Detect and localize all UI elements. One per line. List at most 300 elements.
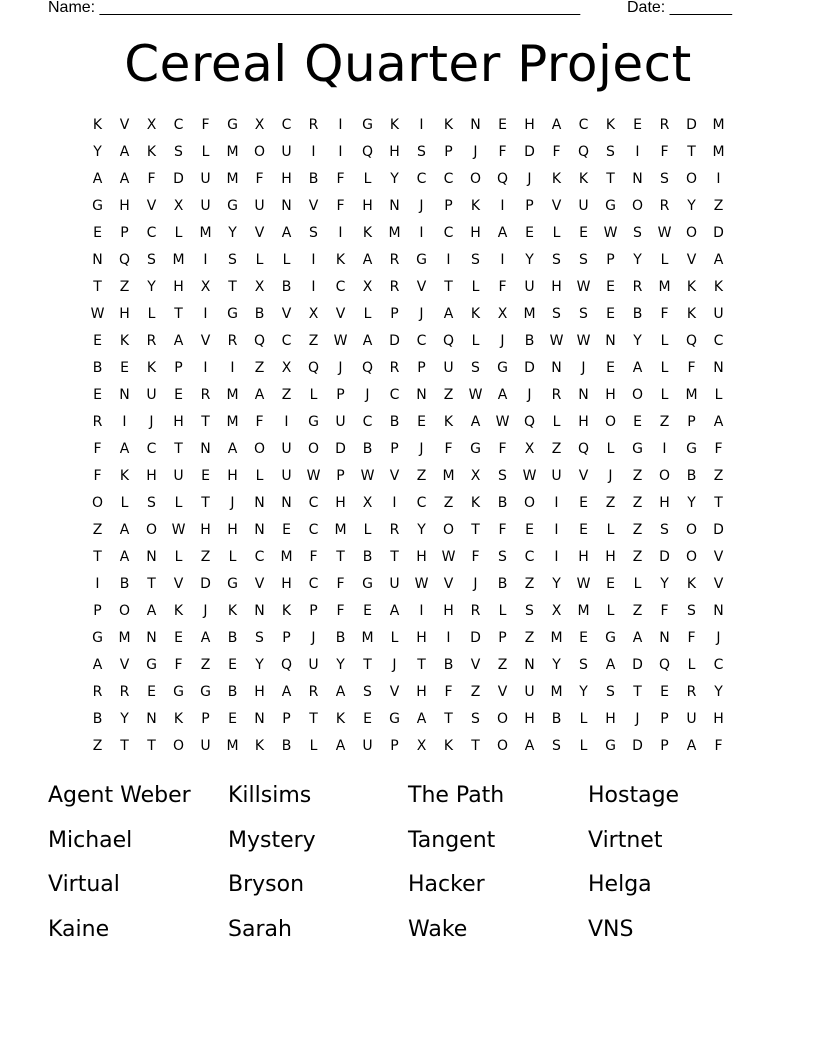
- grid-letter[interactable]: G: [227, 306, 238, 322]
- grid-letter[interactable]: R: [686, 684, 697, 700]
- grid-letter[interactable]: N: [578, 387, 589, 403]
- grid-letter[interactable]: L: [309, 387, 318, 403]
- grid-letter[interactable]: I: [716, 171, 721, 187]
- grid-letter[interactable]: I: [554, 522, 559, 538]
- grid-letter[interactable]: K: [443, 738, 454, 754]
- grid-letter[interactable]: D: [632, 738, 643, 754]
- grid-letter[interactable]: U: [551, 468, 562, 484]
- grid-letter[interactable]: D: [659, 549, 670, 565]
- grid-letter[interactable]: S: [471, 252, 480, 268]
- grid-letter[interactable]: Z: [632, 468, 643, 484]
- grid-letter[interactable]: Y: [552, 657, 561, 673]
- grid-letter[interactable]: S: [498, 468, 507, 484]
- grid-letter[interactable]: I: [554, 549, 559, 565]
- grid-letter[interactable]: P: [444, 198, 453, 214]
- grid-letter[interactable]: Z: [632, 549, 643, 565]
- grid-letter[interactable]: Q: [577, 144, 590, 160]
- grid-letter[interactable]: Y: [552, 576, 561, 592]
- grid-letter[interactable]: I: [284, 414, 289, 430]
- grid-letter[interactable]: L: [660, 360, 669, 376]
- grid-letter[interactable]: W: [441, 549, 456, 565]
- grid-letter[interactable]: V: [470, 657, 481, 673]
- grid-letter[interactable]: B: [281, 279, 292, 295]
- grid-letter[interactable]: J: [527, 387, 532, 403]
- grid-letter[interactable]: S: [471, 711, 480, 727]
- grid-letter[interactable]: Z: [632, 603, 643, 619]
- grid-letter[interactable]: A: [389, 603, 400, 619]
- grid-letter[interactable]: Y: [93, 144, 102, 160]
- name-field[interactable]: Name: ______________________________________________________: [48, 0, 581, 16]
- grid-letter[interactable]: F: [444, 684, 453, 700]
- grid-letter[interactable]: Y: [255, 657, 264, 673]
- grid-letter[interactable]: H: [713, 711, 724, 727]
- grid-letter[interactable]: H: [281, 171, 292, 187]
- grid-letter[interactable]: G: [92, 630, 103, 646]
- grid-letter[interactable]: F: [471, 549, 480, 565]
- grid-letter[interactable]: L: [552, 225, 561, 241]
- grid-letter[interactable]: J: [473, 144, 478, 160]
- grid-letter[interactable]: G: [173, 684, 184, 700]
- grid-letter[interactable]: D: [713, 225, 724, 241]
- grid-letter[interactable]: O: [118, 603, 131, 619]
- grid-letter[interactable]: K: [578, 171, 589, 187]
- grid-letter[interactable]: G: [497, 360, 508, 376]
- grid-letter[interactable]: A: [443, 306, 454, 322]
- grid-letter[interactable]: S: [606, 684, 615, 700]
- grid-letter[interactable]: V: [389, 468, 400, 484]
- grid-letter[interactable]: P: [174, 360, 183, 376]
- grid-letter[interactable]: W: [576, 333, 591, 349]
- grid-letter[interactable]: Q: [280, 657, 293, 673]
- grid-letter[interactable]: P: [390, 441, 399, 457]
- grid-letter[interactable]: R: [389, 360, 400, 376]
- grid-letter[interactable]: M: [388, 225, 401, 241]
- grid-letter[interactable]: B: [524, 333, 535, 349]
- grid-letter[interactable]: A: [524, 738, 535, 754]
- grid-letter[interactable]: Q: [361, 360, 374, 376]
- grid-letter[interactable]: L: [282, 252, 291, 268]
- grid-letter[interactable]: F: [201, 117, 210, 133]
- grid-letter[interactable]: D: [173, 171, 184, 187]
- grid-letter[interactable]: B: [92, 711, 103, 727]
- grid-letter[interactable]: E: [93, 387, 102, 403]
- grid-letter[interactable]: S: [498, 549, 507, 565]
- grid-letter[interactable]: I: [203, 306, 208, 322]
- grid-letter[interactable]: I: [203, 252, 208, 268]
- grid-letter[interactable]: F: [336, 603, 345, 619]
- grid-letter[interactable]: T: [471, 522, 480, 538]
- grid-letter[interactable]: A: [632, 360, 643, 376]
- grid-letter[interactable]: N: [92, 252, 103, 268]
- grid-letter[interactable]: Z: [632, 522, 643, 538]
- grid-letter[interactable]: C: [362, 414, 373, 430]
- grid-letter[interactable]: V: [713, 576, 724, 592]
- grid-letter[interactable]: F: [255, 171, 264, 187]
- grid-letter[interactable]: R: [92, 684, 103, 700]
- grid-letter[interactable]: U: [686, 711, 697, 727]
- grid-letter[interactable]: F: [552, 144, 561, 160]
- grid-letter[interactable]: L: [174, 495, 183, 511]
- grid-letter[interactable]: K: [686, 306, 697, 322]
- grid-letter[interactable]: U: [713, 306, 724, 322]
- grid-letter[interactable]: W: [495, 414, 510, 430]
- grid-letter[interactable]: W: [576, 279, 591, 295]
- grid-letter[interactable]: K: [443, 117, 454, 133]
- grid-letter[interactable]: M: [280, 549, 293, 565]
- grid-letter[interactable]: L: [606, 441, 615, 457]
- grid-letter[interactable]: K: [92, 117, 103, 133]
- grid-letter[interactable]: S: [552, 306, 561, 322]
- grid-letter[interactable]: A: [119, 144, 130, 160]
- grid-letter[interactable]: E: [174, 387, 183, 403]
- grid-letter[interactable]: K: [605, 117, 616, 133]
- grid-letter[interactable]: E: [579, 630, 588, 646]
- grid-letter[interactable]: L: [174, 549, 183, 565]
- grid-letter[interactable]: I: [446, 252, 451, 268]
- grid-letter[interactable]: B: [119, 576, 130, 592]
- grid-letter[interactable]: H: [524, 711, 535, 727]
- grid-letter[interactable]: Y: [660, 576, 669, 592]
- grid-letter[interactable]: H: [578, 414, 589, 430]
- grid-letter[interactable]: S: [363, 684, 372, 700]
- grid-letter[interactable]: L: [147, 306, 156, 322]
- grid-letter[interactable]: J: [230, 495, 235, 511]
- grid-letter[interactable]: M: [550, 684, 563, 700]
- grid-letter[interactable]: X: [281, 360, 292, 376]
- grid-letter[interactable]: T: [309, 711, 318, 727]
- grid-letter[interactable]: V: [416, 279, 427, 295]
- grid-letter[interactable]: P: [282, 711, 291, 727]
- grid-letter[interactable]: I: [446, 630, 451, 646]
- grid-letter[interactable]: V: [443, 576, 454, 592]
- grid-letter[interactable]: V: [551, 198, 562, 214]
- grid-letter[interactable]: L: [579, 738, 588, 754]
- grid-letter[interactable]: T: [201, 414, 210, 430]
- grid-letter[interactable]: I: [419, 603, 424, 619]
- grid-letter[interactable]: M: [712, 117, 725, 133]
- grid-letter[interactable]: K: [470, 306, 481, 322]
- grid-letter[interactable]: H: [470, 225, 481, 241]
- grid-letter[interactable]: Q: [442, 333, 455, 349]
- grid-letter[interactable]: I: [311, 144, 316, 160]
- grid-letter[interactable]: T: [93, 279, 102, 295]
- grid-letter[interactable]: I: [392, 495, 397, 511]
- grid-letter[interactable]: O: [685, 225, 698, 241]
- date-field[interactable]: Date: _______: [627, 0, 732, 16]
- grid-letter[interactable]: G: [92, 198, 103, 214]
- grid-letter[interactable]: M: [577, 603, 590, 619]
- grid-letter[interactable]: W: [414, 576, 429, 592]
- grid-letter[interactable]: B: [281, 738, 292, 754]
- grid-letter[interactable]: R: [200, 387, 211, 403]
- grid-letter[interactable]: P: [93, 603, 102, 619]
- grid-letter[interactable]: C: [308, 522, 319, 538]
- grid-letter[interactable]: W: [333, 333, 348, 349]
- grid-letter[interactable]: Y: [633, 252, 642, 268]
- grid-letter[interactable]: W: [576, 576, 591, 592]
- grid-letter[interactable]: F: [309, 549, 318, 565]
- grid-letter[interactable]: E: [147, 684, 156, 700]
- grid-letter[interactable]: M: [712, 144, 725, 160]
- grid-letter[interactable]: S: [228, 252, 237, 268]
- grid-letter[interactable]: X: [254, 117, 265, 133]
- grid-letter[interactable]: N: [605, 333, 616, 349]
- grid-letter[interactable]: H: [659, 495, 670, 511]
- grid-letter[interactable]: P: [309, 603, 318, 619]
- grid-letter[interactable]: K: [470, 198, 481, 214]
- grid-letter[interactable]: R: [659, 198, 670, 214]
- grid-letter[interactable]: K: [146, 360, 157, 376]
- grid-letter[interactable]: S: [174, 144, 183, 160]
- grid-letter[interactable]: M: [172, 252, 185, 268]
- grid-letter[interactable]: Y: [687, 495, 696, 511]
- grid-letter[interactable]: D: [470, 630, 481, 646]
- grid-letter[interactable]: C: [254, 549, 265, 565]
- grid-letter[interactable]: A: [335, 684, 346, 700]
- grid-letter[interactable]: V: [308, 198, 319, 214]
- grid-letter[interactable]: Y: [525, 252, 534, 268]
- grid-letter[interactable]: E: [660, 684, 669, 700]
- grid-letter[interactable]: R: [146, 333, 157, 349]
- grid-letter[interactable]: Y: [417, 522, 426, 538]
- grid-letter[interactable]: J: [419, 198, 424, 214]
- grid-letter[interactable]: O: [253, 441, 266, 457]
- grid-letter[interactable]: P: [687, 414, 696, 430]
- grid-letter[interactable]: M: [118, 630, 131, 646]
- grid-letter[interactable]: G: [416, 252, 427, 268]
- grid-letter[interactable]: J: [527, 171, 532, 187]
- grid-letter[interactable]: X: [146, 117, 157, 133]
- grid-letter[interactable]: Z: [254, 360, 265, 376]
- grid-letter[interactable]: Z: [605, 495, 616, 511]
- grid-letter[interactable]: A: [119, 522, 130, 538]
- grid-letter[interactable]: G: [605, 198, 616, 214]
- grid-letter[interactable]: J: [473, 576, 478, 592]
- grid-letter[interactable]: F: [174, 657, 183, 673]
- grid-letter[interactable]: T: [147, 576, 156, 592]
- grid-letter[interactable]: B: [497, 576, 508, 592]
- grid-letter[interactable]: W: [657, 225, 672, 241]
- grid-letter[interactable]: N: [713, 360, 724, 376]
- grid-letter[interactable]: W: [603, 225, 618, 241]
- grid-letter[interactable]: H: [605, 549, 616, 565]
- grid-letter[interactable]: T: [471, 738, 480, 754]
- grid-letter[interactable]: B: [362, 549, 373, 565]
- grid-letter[interactable]: M: [658, 279, 671, 295]
- grid-letter[interactable]: Y: [228, 225, 237, 241]
- grid-letter[interactable]: Q: [577, 441, 590, 457]
- grid-letter[interactable]: X: [470, 468, 481, 484]
- grid-letter[interactable]: Q: [361, 144, 374, 160]
- grid-letter[interactable]: P: [525, 198, 534, 214]
- grid-letter[interactable]: C: [416, 171, 427, 187]
- grid-letter[interactable]: A: [281, 225, 292, 241]
- grid-letter[interactable]: C: [443, 171, 454, 187]
- grid-letter[interactable]: N: [713, 603, 724, 619]
- grid-letter[interactable]: D: [524, 360, 535, 376]
- grid-letter[interactable]: V: [335, 306, 346, 322]
- grid-letter[interactable]: Z: [632, 495, 643, 511]
- grid-letter[interactable]: A: [92, 657, 103, 673]
- grid-letter[interactable]: A: [632, 630, 643, 646]
- grid-letter[interactable]: S: [579, 252, 588, 268]
- grid-letter[interactable]: L: [714, 387, 723, 403]
- grid-letter[interactable]: Y: [714, 684, 723, 700]
- grid-letter[interactable]: G: [227, 576, 238, 592]
- grid-letter[interactable]: R: [227, 333, 238, 349]
- grid-letter[interactable]: M: [442, 468, 455, 484]
- grid-letter[interactable]: J: [716, 630, 721, 646]
- grid-letter[interactable]: C: [146, 441, 157, 457]
- grid-letter[interactable]: K: [173, 711, 184, 727]
- grid-letter[interactable]: I: [500, 252, 505, 268]
- grid-letter[interactable]: X: [362, 495, 373, 511]
- grid-letter[interactable]: B: [227, 684, 238, 700]
- grid-letter[interactable]: L: [579, 711, 588, 727]
- grid-letter[interactable]: H: [416, 549, 427, 565]
- grid-letter[interactable]: U: [281, 468, 292, 484]
- grid-letter[interactable]: I: [203, 360, 208, 376]
- grid-letter[interactable]: O: [145, 522, 158, 538]
- grid-letter[interactable]: T: [228, 279, 237, 295]
- grid-letter[interactable]: E: [579, 225, 588, 241]
- grid-letter[interactable]: Q: [118, 252, 131, 268]
- grid-letter[interactable]: V: [146, 198, 157, 214]
- grid-letter[interactable]: W: [306, 468, 321, 484]
- grid-letter[interactable]: K: [335, 252, 346, 268]
- grid-letter[interactable]: K: [227, 603, 238, 619]
- grid-letter[interactable]: O: [172, 738, 185, 754]
- grid-letter[interactable]: T: [633, 684, 642, 700]
- grid-letter[interactable]: G: [632, 441, 643, 457]
- grid-letter[interactable]: E: [606, 306, 615, 322]
- grid-letter[interactable]: N: [470, 117, 481, 133]
- grid-letter[interactable]: Q: [658, 657, 671, 673]
- grid-letter[interactable]: Z: [200, 657, 211, 673]
- grid-letter[interactable]: F: [714, 738, 723, 754]
- grid-letter[interactable]: I: [500, 198, 505, 214]
- grid-letter[interactable]: S: [579, 306, 588, 322]
- grid-letter[interactable]: C: [146, 225, 157, 241]
- grid-letter[interactable]: N: [659, 630, 670, 646]
- grid-letter[interactable]: A: [713, 414, 724, 430]
- grid-letter[interactable]: V: [119, 117, 130, 133]
- grid-letter[interactable]: T: [606, 171, 615, 187]
- grid-letter[interactable]: Q: [685, 333, 698, 349]
- grid-letter[interactable]: N: [146, 630, 157, 646]
- grid-letter[interactable]: Z: [443, 495, 454, 511]
- grid-letter[interactable]: S: [660, 522, 669, 538]
- grid-letter[interactable]: N: [146, 549, 157, 565]
- grid-letter[interactable]: H: [605, 711, 616, 727]
- grid-letter[interactable]: J: [419, 441, 424, 457]
- grid-letter[interactable]: W: [522, 468, 537, 484]
- grid-letter[interactable]: A: [713, 252, 724, 268]
- grid-letter[interactable]: G: [362, 576, 373, 592]
- grid-letter[interactable]: L: [228, 549, 237, 565]
- grid-letter[interactable]: N: [119, 387, 130, 403]
- grid-letter[interactable]: T: [174, 441, 183, 457]
- grid-letter[interactable]: H: [443, 603, 454, 619]
- grid-letter[interactable]: E: [363, 711, 372, 727]
- grid-letter[interactable]: I: [554, 495, 559, 511]
- grid-letter[interactable]: V: [497, 684, 508, 700]
- grid-letter[interactable]: H: [416, 684, 427, 700]
- grid-letter[interactable]: F: [660, 144, 669, 160]
- grid-letter[interactable]: H: [389, 144, 400, 160]
- grid-letter[interactable]: N: [524, 657, 535, 673]
- grid-letter[interactable]: L: [606, 603, 615, 619]
- grid-letter[interactable]: T: [687, 144, 696, 160]
- grid-letter[interactable]: H: [227, 522, 238, 538]
- grid-letter[interactable]: A: [362, 333, 373, 349]
- grid-letter[interactable]: E: [174, 630, 183, 646]
- grid-letter[interactable]: V: [281, 306, 292, 322]
- grid-letter[interactable]: Y: [147, 279, 156, 295]
- grid-letter[interactable]: H: [416, 630, 427, 646]
- grid-letter[interactable]: I: [419, 225, 424, 241]
- grid-letter[interactable]: M: [685, 387, 698, 403]
- grid-letter[interactable]: V: [686, 252, 697, 268]
- grid-letter[interactable]: F: [336, 576, 345, 592]
- grid-letter[interactable]: P: [498, 630, 507, 646]
- grid-letter[interactable]: U: [524, 684, 535, 700]
- grid-letter[interactable]: I: [122, 414, 127, 430]
- grid-letter[interactable]: U: [281, 144, 292, 160]
- grid-letter[interactable]: A: [551, 117, 562, 133]
- grid-letter[interactable]: N: [389, 198, 400, 214]
- grid-letter[interactable]: H: [281, 576, 292, 592]
- grid-letter[interactable]: V: [173, 576, 184, 592]
- grid-letter[interactable]: H: [119, 198, 130, 214]
- grid-letter[interactable]: L: [255, 252, 264, 268]
- grid-letter[interactable]: A: [119, 441, 130, 457]
- grid-letter[interactable]: U: [200, 738, 211, 754]
- grid-letter[interactable]: K: [335, 711, 346, 727]
- grid-letter[interactable]: M: [226, 414, 239, 430]
- grid-letter[interactable]: A: [200, 630, 211, 646]
- grid-letter[interactable]: P: [282, 630, 291, 646]
- grid-letter[interactable]: F: [93, 468, 102, 484]
- grid-letter[interactable]: I: [311, 279, 316, 295]
- grid-letter[interactable]: S: [606, 144, 615, 160]
- grid-letter[interactable]: C: [713, 657, 724, 673]
- grid-letter[interactable]: W: [549, 333, 564, 349]
- grid-letter[interactable]: A: [497, 387, 508, 403]
- grid-letter[interactable]: D: [632, 657, 643, 673]
- grid-letter[interactable]: E: [579, 495, 588, 511]
- grid-letter[interactable]: L: [660, 387, 669, 403]
- grid-letter[interactable]: C: [389, 387, 400, 403]
- grid-letter[interactable]: E: [633, 414, 642, 430]
- grid-letter[interactable]: I: [230, 360, 235, 376]
- grid-letter[interactable]: M: [334, 522, 347, 538]
- grid-letter[interactable]: A: [119, 171, 130, 187]
- grid-letter[interactable]: P: [120, 225, 129, 241]
- grid-letter[interactable]: O: [442, 522, 455, 538]
- grid-letter[interactable]: Z: [119, 279, 130, 295]
- grid-letter[interactable]: X: [200, 279, 211, 295]
- grid-letter[interactable]: R: [551, 387, 562, 403]
- grid-letter[interactable]: N: [254, 603, 265, 619]
- grid-letter[interactable]: A: [281, 684, 292, 700]
- grid-letter[interactable]: B: [254, 306, 265, 322]
- grid-letter[interactable]: L: [606, 522, 615, 538]
- grid-letter[interactable]: L: [309, 738, 318, 754]
- grid-letter[interactable]: Z: [92, 522, 103, 538]
- grid-letter[interactable]: Q: [523, 414, 536, 430]
- grid-letter[interactable]: L: [660, 333, 669, 349]
